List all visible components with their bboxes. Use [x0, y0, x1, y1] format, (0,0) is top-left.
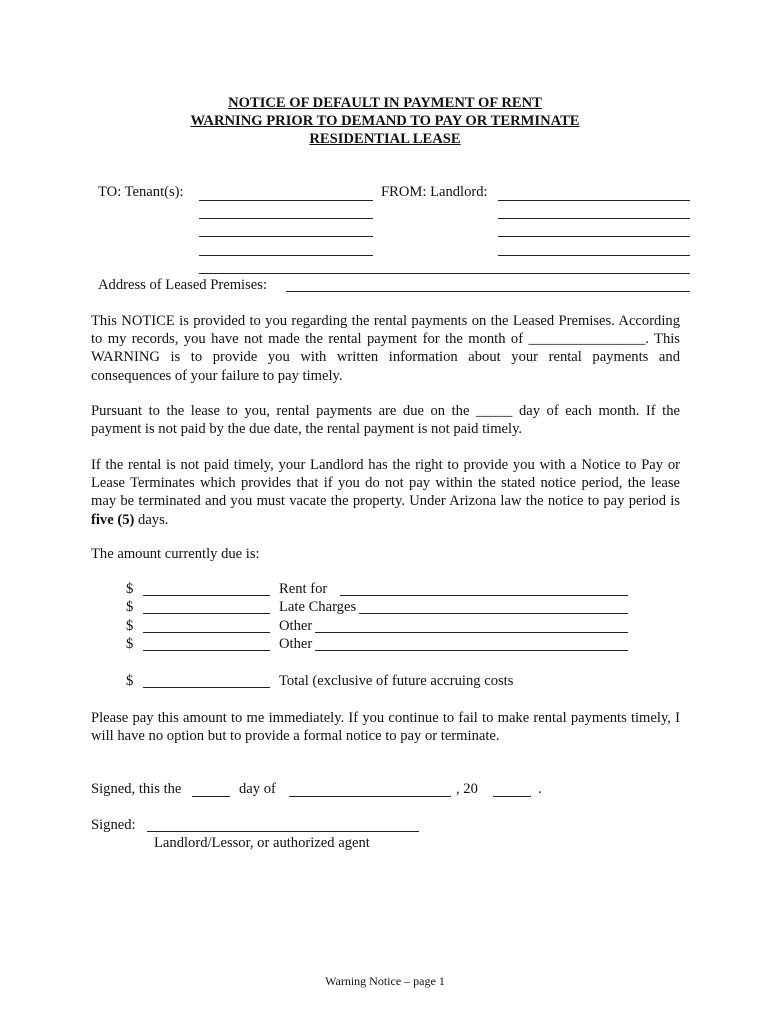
- page-footer: Warning Notice – page 1: [325, 974, 445, 988]
- paragraph-due-date: [91, 402, 680, 438]
- sign-date-period: .: [538, 781, 542, 797]
- address-field-line-1[interactable]: [199, 273, 690, 274]
- row-label-total: Total (exclusive of future accruing costs: [279, 673, 514, 689]
- paragraph-rights: [91, 456, 680, 529]
- tenant-field-2[interactable]: [199, 218, 373, 219]
- signed-label: Signed:: [91, 817, 136, 833]
- landlord-field-2[interactable]: [498, 218, 690, 219]
- signature-field[interactable]: [147, 831, 419, 832]
- day-of-label: day of: [239, 781, 276, 797]
- tenant-field-4[interactable]: [199, 255, 373, 256]
- late-charges-field[interactable]: [359, 613, 628, 614]
- title-line-1: NOTICE OF DEFAULT IN PAYMENT OF RENT: [228, 95, 542, 111]
- rent-for-field[interactable]: [340, 595, 628, 596]
- sign-day-field[interactable]: [192, 796, 230, 797]
- amount-field-late[interactable]: [143, 613, 270, 614]
- currency-symbol: $: [126, 599, 134, 615]
- other-field-2[interactable]: [315, 650, 628, 651]
- currency-symbol: $: [126, 581, 134, 597]
- title-line-2: WARNING PRIOR TO DEMAND TO PAY OR TERMINATE: [190, 113, 580, 129]
- paragraph-notice-text-a: This NOTICE is provided to you regarding the rental payments on the Leased Premises. According to my records, you have not made the rental payment for the month of: [91, 313, 680, 348]
- due-day-blank[interactable]: _____: [475, 403, 513, 419]
- notice-period-bold: five (5): [91, 511, 135, 528]
- currency-symbol: $: [126, 636, 134, 652]
- address-label: Address of Leased Premises:: [98, 277, 268, 293]
- paragraph-rights-text-b: days.: [138, 511, 169, 528]
- sign-year-field[interactable]: [493, 796, 531, 797]
- row-label-rent: Rent for: [279, 581, 328, 597]
- landlord-field-1[interactable]: [498, 200, 690, 201]
- amount-field-other-2[interactable]: [143, 650, 270, 651]
- paragraph-notice: [91, 312, 680, 385]
- landlord-field-3[interactable]: [498, 236, 690, 237]
- amount-field-other-1[interactable]: [143, 632, 270, 633]
- other-field-1[interactable]: [315, 632, 628, 633]
- row-label-other-2: Other: [279, 636, 313, 652]
- year-prefix-label: , 20: [456, 781, 478, 797]
- landlord-field-4[interactable]: [498, 255, 690, 256]
- paragraph-rights-text-a: If the rental is not paid timely, your Landlord has the right to provide you with a Notice to Pay or Lease Terminates which provides that if you do not pay within the stated notice period, the lease may be terminated and you must vacate the property. Under Arizona law the notice to pay period is: [91, 457, 680, 510]
- month-blank[interactable]: ________________: [528, 331, 646, 348]
- amount-field-total[interactable]: [143, 687, 270, 688]
- amount-field-rent[interactable]: [143, 595, 270, 596]
- tenant-field-3[interactable]: [199, 236, 373, 237]
- tenant-field-1[interactable]: [199, 200, 373, 201]
- sign-month-field[interactable]: [289, 796, 451, 797]
- row-label-late: Late Charges: [279, 599, 357, 615]
- paragraph-due-date-text-b: day of each month. If the payment is not paid by the due date, the rental payment is not paid timely.: [91, 403, 680, 438]
- row-label-other-1: Other: [279, 618, 313, 634]
- paragraph-demand: Please pay this amount to me immediately. If you continue to fail to make rental payments timely, I will have no option but to provide a formal notice to pay or terminate.: [91, 710, 680, 745]
- currency-symbol: $: [126, 673, 134, 689]
- address-field-line-2[interactable]: [286, 291, 690, 292]
- signed-this-label: Signed, this the: [91, 781, 182, 797]
- amount-due-heading: The amount currently due is:: [91, 546, 260, 562]
- tenant-label: TO: Tenant(s):: [98, 184, 184, 200]
- signer-caption: Landlord/Lessor, or authorized agent: [154, 835, 370, 851]
- landlord-label: FROM: Landlord:: [381, 184, 488, 200]
- paragraph-notice-text-b: . This WARNING is to provide you with written information about your rental payments and consequences of your failure to pay timely.: [91, 331, 680, 384]
- title-line-3: RESIDENTIAL LEASE: [309, 131, 461, 147]
- currency-symbol: $: [126, 618, 134, 634]
- paragraph-due-date-text-a: Pursuant to the lease to you, rental payments are due on the: [91, 403, 470, 419]
